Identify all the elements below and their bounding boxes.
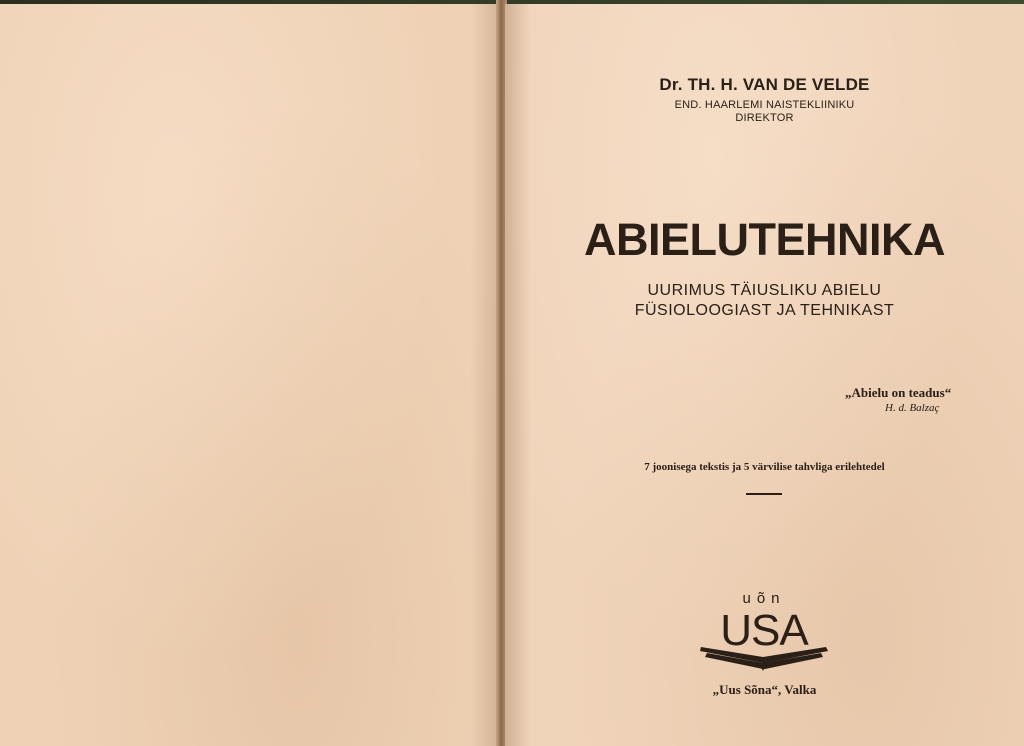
subtitle-line2: FÜSIOLOOGIAST JA TEHNIKAST (634, 302, 895, 319)
author-credential-line1: END. HAARLEMI NAISTEKLIINIKU (674, 99, 855, 111)
illustration-note: 7 joonisega tekstis ja 5 värvilise tahvliga erilehtedel (644, 461, 885, 473)
logo-large-letters: USA (720, 606, 808, 655)
logo-small-letters: uõn (742, 590, 786, 607)
title-page (505, 4, 1024, 746)
book-title: ABIELUTEHNIKA (584, 214, 945, 265)
publisher-logo-icon (697, 587, 832, 677)
author-credential-line2: DIREKTOR (735, 112, 794, 124)
author-name: Dr. TH. H. VAN DE VELDE (659, 75, 870, 94)
epigraph-author: H. d. Balzaç (885, 402, 940, 414)
divider-rule (746, 493, 782, 495)
blank-left-page (0, 4, 498, 746)
publisher-name: „Uus Sõna“, Valka (712, 682, 817, 697)
subtitle-line1: UURIMUS TÄIUSLIKU ABIELU (647, 282, 882, 299)
epigraph-quote: „Abielu on teadus“ (845, 385, 952, 400)
